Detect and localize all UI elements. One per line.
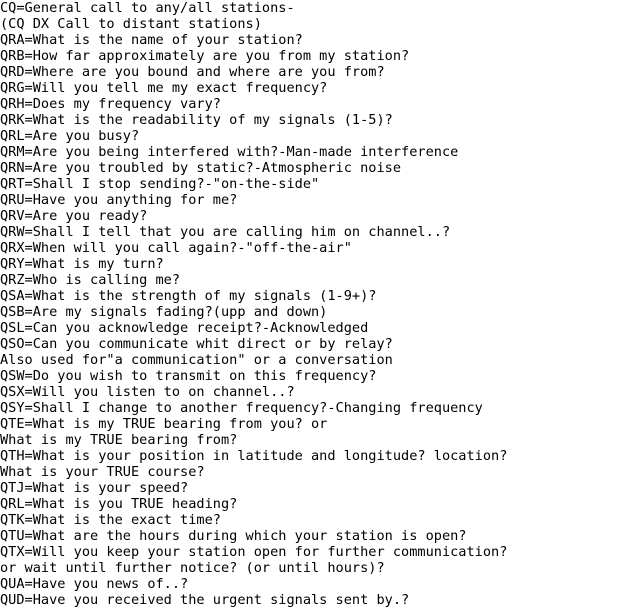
- text-line: Also used for"a communication" or a conversation: [0, 352, 393, 368]
- text-line: QRM=Are you being interfered with?-Man-made interference: [0, 144, 459, 160]
- text-line: QSO=Can you communicate whit direct or by relay?: [0, 336, 393, 352]
- text-line: QSB=Are my signals fading?(upp and down): [0, 304, 328, 320]
- text-line: QSX=Will you listen to on channel..?: [0, 384, 295, 400]
- text-line: QRB=How far approximately are you from my station?: [0, 48, 410, 64]
- text-line: What is my TRUE bearing from?: [0, 432, 238, 448]
- text-line: QRL=What is you TRUE heading?: [0, 496, 238, 512]
- text-line: QUA=Have you news of..?: [0, 576, 189, 592]
- text-line: QRY=What is my turn?: [0, 256, 164, 272]
- text-line: QRN=Are you troubled by static?-Atmospheric noise: [0, 160, 402, 176]
- text-line: QRA=What is the name of your station?: [0, 32, 303, 48]
- text-line: QSL=Can you acknowledge receipt?-Acknowledged: [0, 320, 369, 336]
- text-line: QRX=When will you call again?-"off-the-air": [0, 240, 352, 256]
- text-line: QRW=Shall I tell that you are calling him on channel..?: [0, 224, 451, 240]
- text-line: QSA=What is the strength of my signals (1-9+)?: [0, 288, 377, 304]
- text-line: QUD=Have you received the urgent signals sent by.?: [0, 592, 410, 608]
- text-line: QRT=Shall I stop sending?-"on-the-side": [0, 176, 320, 192]
- text-line: QTJ=What is your speed?: [0, 480, 189, 496]
- text-line: QRU=Have you anything for me?: [0, 192, 238, 208]
- text-line: QTK=What is the exact time?: [0, 512, 221, 528]
- text-line: QSW=Do you wish to transmit on this frequency?: [0, 368, 377, 384]
- text-line: QTH=What is your position in latitude and longitude? location?: [0, 448, 508, 464]
- text-line: QTU=What are the hours during which your station is open?: [0, 528, 467, 544]
- text-line: QTX=Will you keep your station open for further communication?: [0, 544, 508, 560]
- text-line: QTE=What is my TRUE bearing from you? or: [0, 416, 328, 432]
- text-line: QRL=Are you busy?: [0, 128, 140, 144]
- text-line: CQ=General call to any/all stations-: [0, 0, 295, 16]
- text-line: or wait until further notice? (or until hours)?: [0, 560, 385, 576]
- text-line: QRV=Are you ready?: [0, 208, 148, 224]
- text-line: QRD=Where are you bound and where are you from?: [0, 64, 385, 80]
- text-line: (CQ DX Call to distant stations): [0, 16, 262, 32]
- text-line: What is your TRUE course?: [0, 464, 205, 480]
- text-line: QRK=What is the readability of my signals (1-5)?: [0, 112, 393, 128]
- text-line: QSY=Shall I change to another frequency?-Changing frequency: [0, 400, 483, 416]
- text-line: QRZ=Who is calling me?: [0, 272, 181, 288]
- text-line: QRG=Will you tell me my exact frequency?: [0, 80, 328, 96]
- text-line: QRH=Does my frequency vary?: [0, 96, 221, 112]
